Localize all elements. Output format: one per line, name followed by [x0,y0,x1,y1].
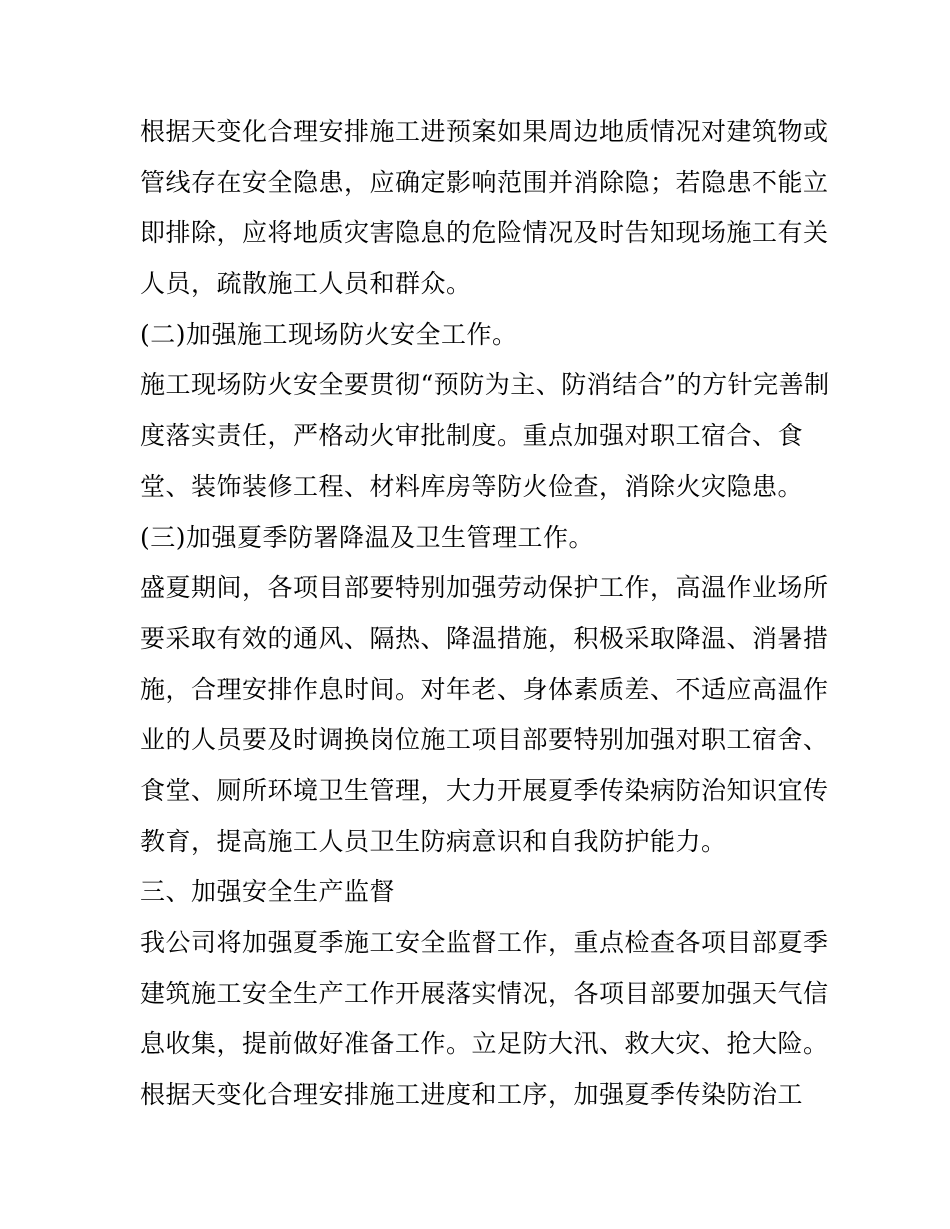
text-line: 我公司将加强夏季施工安全监督工作，重点检查各项目部夏季 [140,928,829,957]
document-body [140,107,830,1121]
text-line: 人员，疏散施工人员和群众。 [140,269,472,299]
text-line: 要采取有效的通风、隔热、降温措施，积极采取降温、消暑措 [140,623,829,653]
text-line: 教育，提高施工人员卫生防病意识和自我防护能力。 [140,826,727,856]
text-line: 即排除，应将地质灾害隐息的危险情况及时告知现场施工有关 [140,218,829,248]
text-line: 堂、装饰装修工程、材料库房等防火俭查，消除火灾隐患。 [140,471,804,501]
text-line: 施，合理安排作息时间。对年老、身体素质差、不适应高温作 [140,674,829,704]
text-line: 根据天变化合理安排施工进预案如果周边地质情况对建筑物或 [140,117,829,146]
section-heading: (三)加强夏季防署降温及卫生管理工作。 [140,522,595,552]
text-line: 度落实责任，严格动火审批制度。重点加强对职工宿合、食 [140,421,804,451]
text-line: 息收集，提前做好准备工作。立足防大汛、救大灾、抢大险。 [140,1029,829,1059]
text-line: 业的人员要及时调换岗位施工项目部要特别加强对职工宿舍、 [140,725,829,755]
text-line: 施工现场防火安全要贯彻“预防为主、防消结合”的方针完善制 [140,370,830,400]
section-heading: 三、加强安全生产监督 [140,877,396,907]
text-line: 管线存在安全隐患，应确定影响范围并消除隐；若隐患不能立 [140,167,829,197]
text-line: 盛夏期间，各项目部要特别加强劳动保护工作，高温作业场所 [140,573,829,603]
text-line: 食堂、厕所环境卫生管理，大力开展夏季传染病防治知识宜传 [140,775,829,805]
section-heading: (二)加强施工现场防火安全工作。 [140,319,518,349]
text-line: 建筑施工安全生产工作开展落实情况，各项目部要加强天气信 [140,978,829,1008]
text-line: 根据天变化合理安排施工进度和工序，加强夏季传染防治工 [140,1080,804,1110]
